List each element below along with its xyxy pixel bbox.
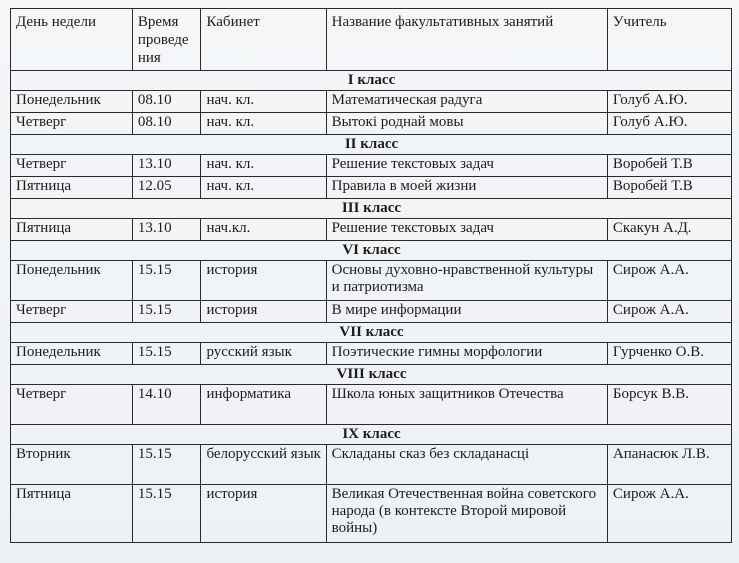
cell-name: Поэтические гимны морфологии [326, 343, 607, 365]
cell-name: Школа юных защитников Отечества [326, 385, 607, 425]
class-section-row [11, 241, 732, 261]
cell-room: белорусский язык [201, 445, 326, 485]
class-section-title: VI класс [11, 241, 732, 261]
class-section-row [11, 199, 732, 219]
cell-room: русский язык [201, 343, 326, 365]
class-section-title: VIII класс [11, 365, 732, 385]
class-section-title: I класс [11, 71, 732, 91]
cell-teacher: Воробей Т.В [607, 177, 731, 199]
header-name: Название факультативных занятий [326, 9, 607, 71]
header-teacher: Учитель [607, 9, 731, 71]
cell-room: информатика [201, 385, 326, 425]
class-section-row [11, 425, 732, 445]
cell-time: 15.15 [132, 445, 201, 485]
cell-teacher: Воробей Т.В [607, 155, 731, 177]
cell-teacher: Борсук В.В. [607, 385, 731, 425]
table-row [11, 485, 732, 543]
table-row [11, 91, 732, 113]
cell-day: Пятница [11, 219, 133, 241]
cell-time: 15.15 [132, 301, 201, 323]
cell-name: Математическая радуга [326, 91, 607, 113]
class-section-row [11, 71, 732, 91]
cell-day: Пятница [11, 485, 133, 543]
cell-day: Понедельник [11, 261, 133, 301]
cell-room: нач. кл. [201, 155, 326, 177]
cell-room: нач. кл. [201, 113, 326, 135]
cell-teacher: Апанасюк Л.В. [607, 445, 731, 485]
table-row [11, 219, 732, 241]
cell-teacher: Скакун А.Д. [607, 219, 731, 241]
table-row [11, 113, 732, 135]
table-row [11, 261, 732, 301]
header-day: День недели [11, 9, 133, 71]
cell-name: Вытокі роднай мовы [326, 113, 607, 135]
cell-day: Понедельник [11, 91, 133, 113]
class-section-row [11, 365, 732, 385]
cell-time: 15.15 [132, 343, 201, 365]
cell-room: история [201, 301, 326, 323]
cell-time: 15.15 [132, 261, 201, 301]
cell-teacher: Голуб А.Ю. [607, 113, 731, 135]
cell-teacher: Сирож А.А. [607, 485, 731, 543]
table-row [11, 343, 732, 365]
table-row [11, 445, 732, 485]
cell-day: Пятница [11, 177, 133, 199]
cell-teacher: Гурченко О.В. [607, 343, 731, 365]
schedule-table [10, 8, 732, 543]
cell-teacher: Сирож А.А. [607, 301, 731, 323]
cell-room: нач.кл. [201, 219, 326, 241]
cell-room: история [201, 485, 326, 543]
cell-day: Четверг [11, 113, 133, 135]
cell-name: Основы духовно-нравственной культуры и патриотизма [326, 261, 607, 301]
class-section-row [11, 135, 732, 155]
cell-day: Четверг [11, 155, 133, 177]
cell-time: 13.10 [132, 155, 201, 177]
cell-time: 08.10 [132, 113, 201, 135]
cell-time: 12.05 [132, 177, 201, 199]
table-row [11, 385, 732, 425]
header-room: Кабинет [201, 9, 326, 71]
cell-day: Четверг [11, 385, 133, 425]
cell-room: нач. кл. [201, 177, 326, 199]
class-section-row [11, 323, 732, 343]
cell-room: нач. кл. [201, 91, 326, 113]
cell-day: Понедельник [11, 343, 133, 365]
table-row [11, 177, 732, 199]
cell-day: Вторник [11, 445, 133, 485]
header-row [11, 9, 732, 71]
class-section-title: II класс [11, 135, 732, 155]
class-section-title: IX класс [11, 425, 732, 445]
cell-time: 13.10 [132, 219, 201, 241]
cell-name: Решение текстовых задач [326, 155, 607, 177]
cell-time: 14.10 [132, 385, 201, 425]
cell-time: 15.15 [132, 485, 201, 543]
header-time: Время проведе ния [132, 9, 201, 71]
table-row [11, 155, 732, 177]
class-section-title: VII класс [11, 323, 732, 343]
table-row [11, 301, 732, 323]
cell-time: 08.10 [132, 91, 201, 113]
cell-room: история [201, 261, 326, 301]
cell-teacher: Голуб А.Ю. [607, 91, 731, 113]
cell-day: Четверг [11, 301, 133, 323]
schedule-body [11, 71, 732, 543]
cell-name: Великая Отечественная война советского народа (в контексте Второй мировой войны) [326, 485, 607, 543]
cell-name: Складаны сказ без складанасці [326, 445, 607, 485]
cell-teacher: Сирож А.А. [607, 261, 731, 301]
class-section-title: III класс [11, 199, 732, 219]
cell-name: В мире информации [326, 301, 607, 323]
cell-name: Правила в моей жизни [326, 177, 607, 199]
cell-name: Решение текстовых задач [326, 219, 607, 241]
